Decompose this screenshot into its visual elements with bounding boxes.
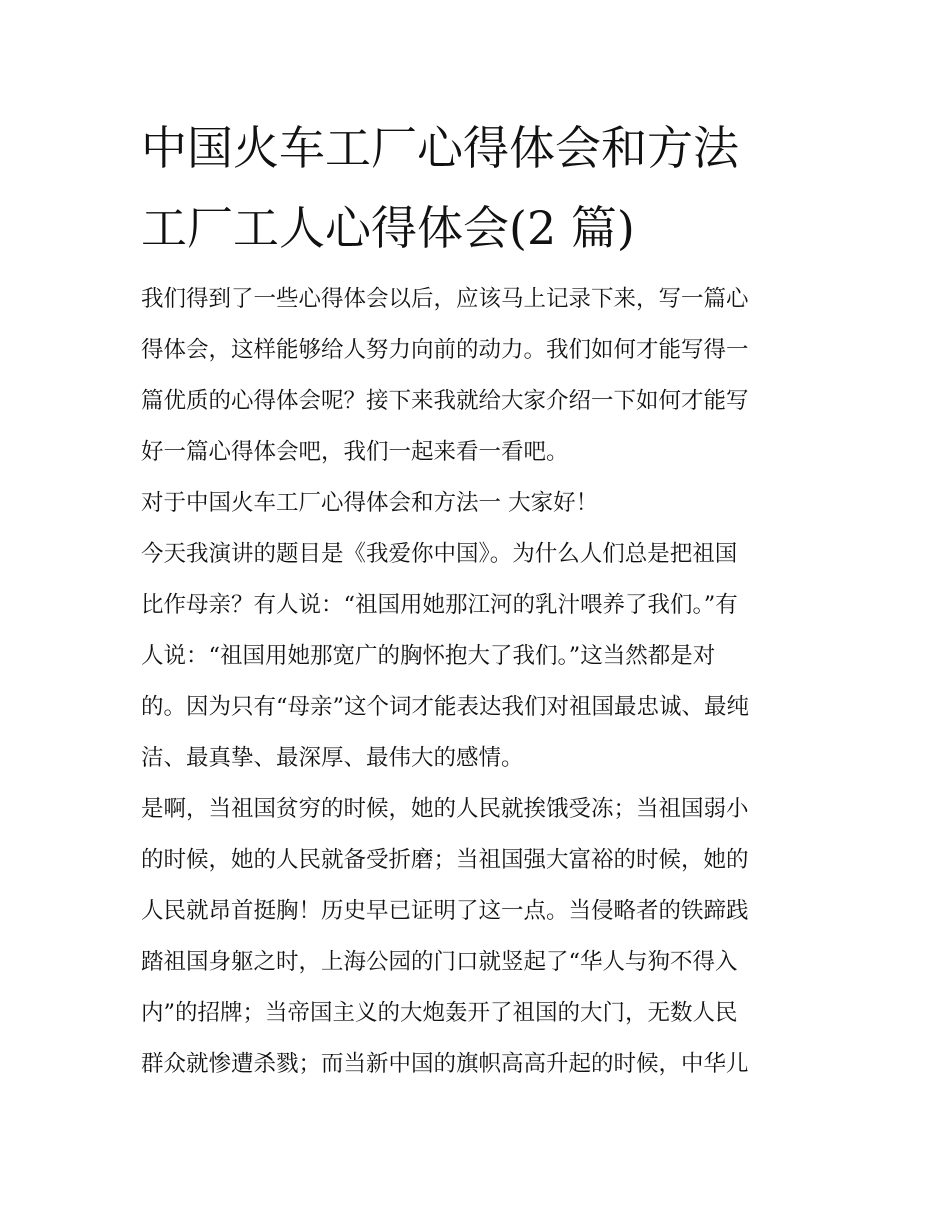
title-line: 工厂工人心得体会(2 篇) [141, 201, 635, 255]
body-line: 对于中国火车工厂心得体会和方法一 大家好！ [141, 490, 599, 516]
body-line: 比作母亲？有人说：“祖国用她那江河的乳汁喂养了我们。”有 [141, 592, 738, 618]
body-line: 踏祖国身躯之时，上海公园的门口就竖起了“华人与狗不得入 [141, 949, 738, 975]
body-line: 今天我演讲的题目是《我爱你中国》。为什么人们总是把祖国 [141, 541, 738, 567]
body-line: 篇优质的心得体会呢？接下来我就给大家介绍一下如何才能写 [141, 388, 749, 414]
body-line: 洁、最真挚、最深厚、最伟大的感情。 [141, 745, 524, 771]
body-line: 好一篇心得体会吧，我们一起来看一看吧。 [141, 439, 569, 465]
body-line: 群众就惨遭杀戮；而当新中国的旗帜高高升起的时候，中华儿 [141, 1051, 749, 1077]
body-line: 的时候，她的人民就备受折磨；当祖国强大富裕的时候，她的 [141, 847, 749, 873]
title-line: 中国火车工厂心得体会和方法 [141, 121, 739, 175]
body-line: 人民就昂首挺胸！历史早已证明了这一点。当侵略者的铁蹄践 [141, 898, 749, 924]
body-line: 的。因为只有“母亲”这个词才能表达我们对祖国最忠诚、最纯 [141, 694, 750, 720]
body-line: 是啊，当祖国贫穷的时候，她的人民就挨饿受冻；当祖国弱小 [141, 796, 749, 822]
body-line: 人说：“祖国用她那宽广的胸怀抱大了我们。”这当然都是对 [141, 643, 716, 669]
document-title [141, 112, 813, 264]
document-body [141, 274, 813, 1090]
body-line: 我们得到了一些心得体会以后，应该马上记录下来，写一篇心 [141, 286, 749, 312]
body-line: 得体会，这样能够给人努力向前的动力。我们如何才能写得一 [141, 337, 749, 363]
body-line: 内”的招牌；当帝国主义的大炮轰开了祖国的大门，无数人民 [141, 1000, 738, 1026]
document-content [141, 112, 813, 1090]
